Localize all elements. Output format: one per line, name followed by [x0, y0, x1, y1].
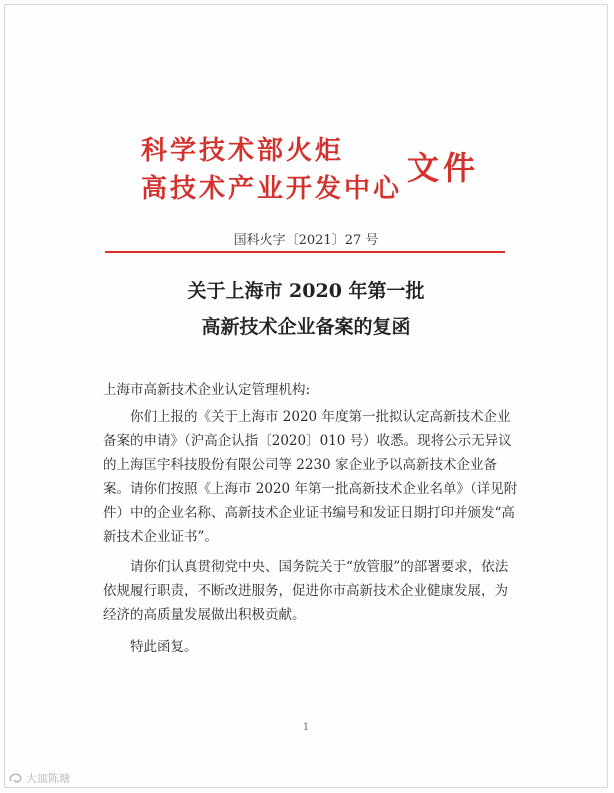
watermark-text: 大皿陈塘 — [26, 772, 70, 785]
red-divider-line — [105, 251, 505, 253]
page-number: 1 — [302, 722, 310, 733]
watermark-logo-icon — [8, 772, 24, 784]
document-page — [4, 4, 608, 788]
document-title — [5, 273, 607, 345]
org-name-line-2: 高技术产业开发中心 — [141, 174, 403, 204]
closing-line: 特此函复。 — [130, 639, 198, 655]
org-name-line-1: 科学技术部火炬 — [141, 136, 345, 166]
letter-body — [103, 378, 521, 659]
body-paragraph-1: 你们上报的《关于上海市 2020 年度第一批拟认定高新技术企业备案的申请》（沪高企认指〔2020〕010 号）收悉。现将公示无异议的上海匡宇科技股份有限公司等 2230 家企业予以高新技术企业备案。请你们按照《上海市 2020 年第一批高新技术企业名单》（详见附件）中的企业名称、高新技术企业证书编号和发证日期打印并颁发“高新技术企业证书”。 — [103, 409, 518, 545]
document-label: 文件 — [407, 149, 480, 187]
body-paragraph-2: 请你们认真贯彻党中央、国务院关于“放管服”的部署要求，依法依规履行职责，不断改进服务，促进你市高新技术企业健康发展，为经济的高质量发展做出积极贡献。 — [103, 559, 509, 623]
watermark — [8, 770, 70, 786]
issuing-organization — [141, 132, 402, 208]
title-line-2: 高新技术企业备案的复函 — [201, 316, 411, 338]
document-number: 国科火字〔2021〕27 号 — [233, 233, 379, 248]
title-line-1: 关于上海市 2020 年第一批 — [187, 280, 425, 302]
salutation: 上海市高新技术企业认定管理机构: — [103, 382, 311, 398]
